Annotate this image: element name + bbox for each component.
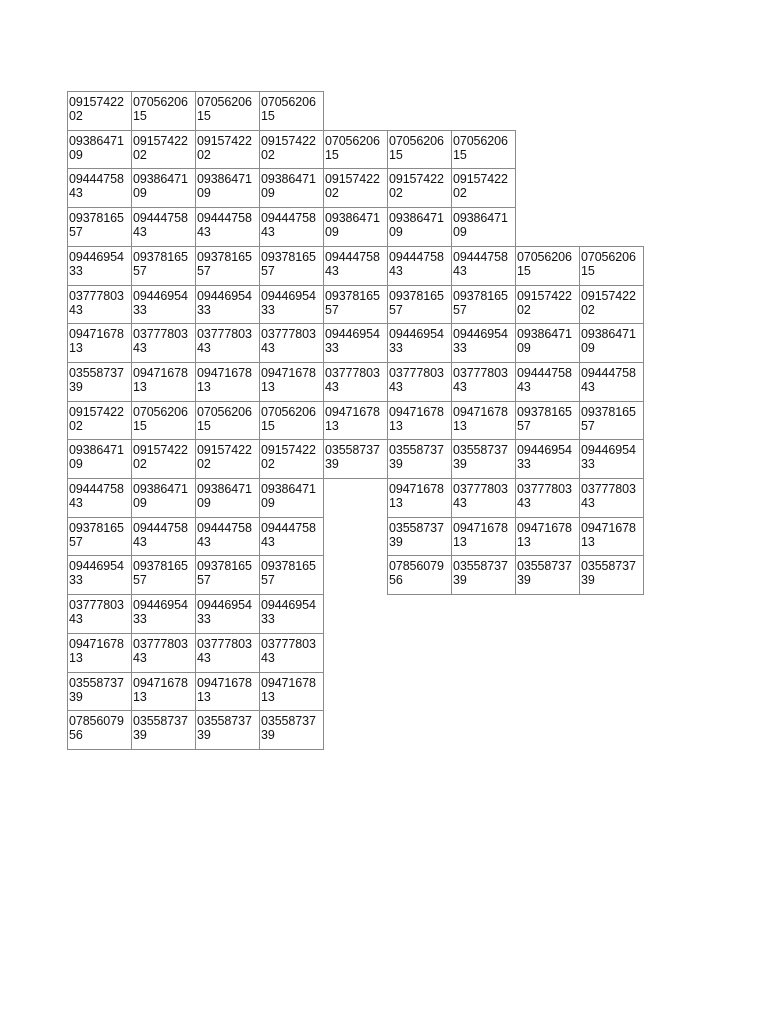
table-cell: 09446954 33: [131, 285, 196, 325]
table-cell: 07056206 15: [195, 91, 260, 131]
table-cell: 07056206 15: [387, 130, 452, 170]
table-cell: 09157422 02: [259, 439, 324, 479]
table-cell: 09444758 43: [131, 517, 196, 557]
table-cell: 09446954 33: [451, 323, 516, 363]
table-cell: 09446954 33: [323, 323, 388, 363]
table-cell: 03777803 43: [387, 362, 452, 402]
table-cell: 09446954 33: [67, 246, 132, 286]
table-cell: 09157422 02: [67, 91, 132, 131]
table-cell: 03558737 39: [259, 710, 324, 750]
table-cell: 07056206 15: [259, 401, 324, 441]
table-cell: 09446954 33: [67, 555, 132, 595]
table-cell: 09471678 13: [259, 672, 324, 712]
table-cell: 03558737 39: [131, 710, 196, 750]
table-cell: 09386471 09: [515, 323, 580, 363]
table-cell: 09444758 43: [451, 246, 516, 286]
table-cell: 03558737 39: [67, 362, 132, 402]
table-cell: 09444758 43: [131, 207, 196, 247]
table-cell: 07056206 15: [131, 401, 196, 441]
table-cell: 09471678 13: [131, 362, 196, 402]
table-cell: 03777803 43: [131, 633, 196, 673]
table-cell: 09157422 02: [451, 168, 516, 208]
table-cell: 09446954 33: [259, 285, 324, 325]
table-cell: 09386471 09: [67, 439, 132, 479]
table-cell: 09471678 13: [387, 478, 452, 518]
table-cell: 07056206 15: [195, 401, 260, 441]
table-cell: 09157422 02: [387, 168, 452, 208]
table-cell: 09471678 13: [195, 672, 260, 712]
table-cell: 09444758 43: [259, 517, 324, 557]
table-cell: 09386471 09: [131, 168, 196, 208]
table-cell: 09378165 57: [195, 555, 260, 595]
table-cell: 09471678 13: [451, 401, 516, 441]
table-cell: 09378165 57: [195, 246, 260, 286]
table-cell: 03777803 43: [451, 478, 516, 518]
table-cell: 03558737 39: [579, 555, 644, 595]
table-cell: 09446954 33: [515, 439, 580, 479]
table-cell: 09157422 02: [579, 285, 644, 325]
table-cell: 09446954 33: [131, 594, 196, 634]
table-cell: 07856079 56: [387, 555, 452, 595]
table-cell: 09157422 02: [259, 130, 324, 170]
table-cell: 03558737 39: [67, 672, 132, 712]
table-cell: 09471678 13: [195, 362, 260, 402]
table-cell: 09386471 09: [323, 207, 388, 247]
table-cell: 09444758 43: [195, 207, 260, 247]
table-cell: 07056206 15: [515, 246, 580, 286]
table-cell: 09378165 57: [131, 246, 196, 286]
table-cell: 09446954 33: [195, 594, 260, 634]
table-cell: 09386471 09: [259, 168, 324, 208]
table-cell: 09157422 02: [131, 130, 196, 170]
table-cell: 09444758 43: [515, 362, 580, 402]
table-cell: 09157422 02: [67, 401, 132, 441]
table-cell: 09446954 33: [195, 285, 260, 325]
table-cell: 03777803 43: [259, 323, 324, 363]
table-cell: 09471678 13: [259, 362, 324, 402]
table-cell: 03777803 43: [131, 323, 196, 363]
table-cell: 03777803 43: [67, 594, 132, 634]
table-cell: 09378165 57: [515, 401, 580, 441]
table-cell: 09157422 02: [323, 168, 388, 208]
table-cell: 09386471 09: [195, 478, 260, 518]
table-cell: 03558737 39: [387, 439, 452, 479]
table-cell: 09471678 13: [515, 517, 580, 557]
table-cell: 07056206 15: [259, 91, 324, 131]
table-cell: 09471678 13: [579, 517, 644, 557]
table-cell: 09378165 57: [579, 401, 644, 441]
table-cell: 09386471 09: [67, 130, 132, 170]
table-cell: 09378165 57: [259, 555, 324, 595]
table-cell: 03558737 39: [451, 555, 516, 595]
table-cell: 09157422 02: [131, 439, 196, 479]
table-cell: 09378165 57: [67, 517, 132, 557]
table-cell: 09378165 57: [259, 246, 324, 286]
table-cell: 03558737 39: [515, 555, 580, 595]
table-cell: 09471678 13: [323, 401, 388, 441]
table-cell: 09386471 09: [451, 207, 516, 247]
table-cell: 07856079 56: [67, 710, 132, 750]
table-cell: 09386471 09: [579, 323, 644, 363]
table-cell: 09378165 57: [131, 555, 196, 595]
table-cell: 09471678 13: [451, 517, 516, 557]
table-cell: 09446954 33: [259, 594, 324, 634]
table-cell: 09386471 09: [259, 478, 324, 518]
table-cell: 03777803 43: [67, 285, 132, 325]
table-cell: 03777803 43: [451, 362, 516, 402]
table-cell: 09471678 13: [131, 672, 196, 712]
table-cell: 09446954 33: [579, 439, 644, 479]
table-cell: 03777803 43: [259, 633, 324, 673]
table-cell: 09471678 13: [67, 633, 132, 673]
table-cell: 07056206 15: [451, 130, 516, 170]
table-cell: 09378165 57: [67, 207, 132, 247]
table-cell: 03558737 39: [323, 439, 388, 479]
table-cell: 07056206 15: [323, 130, 388, 170]
table-cell: 09386471 09: [131, 478, 196, 518]
table-cell: 07056206 15: [131, 91, 196, 131]
table-cell: 09471678 13: [67, 323, 132, 363]
table-cell: 09386471 09: [195, 168, 260, 208]
table-cell: 03777803 43: [195, 323, 260, 363]
table-cell: 09157422 02: [195, 439, 260, 479]
table-cell: 09378165 57: [387, 285, 452, 325]
table-cell: 03558737 39: [451, 439, 516, 479]
table-cell: 09444758 43: [323, 246, 388, 286]
table-cell: 09378165 57: [323, 285, 388, 325]
table-cell: 09444758 43: [67, 478, 132, 518]
table-cell: 09444758 43: [579, 362, 644, 402]
table-cell: 03558737 39: [387, 517, 452, 557]
table-cell: 03558737 39: [195, 710, 260, 750]
table-cell: 03777803 43: [579, 478, 644, 518]
table-cell: 09157422 02: [515, 285, 580, 325]
table-cell: 09444758 43: [195, 517, 260, 557]
table-cell: 09444758 43: [67, 168, 132, 208]
table-cell: 03777803 43: [195, 633, 260, 673]
table-cell: 09444758 43: [259, 207, 324, 247]
table-cell: 03777803 43: [515, 478, 580, 518]
table-cell: 09378165 57: [451, 285, 516, 325]
table-cell: 09471678 13: [387, 401, 452, 441]
table-cell: 09157422 02: [195, 130, 260, 170]
table-cell: 07056206 15: [579, 246, 644, 286]
table-cell: 03777803 43: [323, 362, 388, 402]
table-cell: 09386471 09: [387, 207, 452, 247]
table-cell: 09444758 43: [387, 246, 452, 286]
table-cell: 09446954 33: [387, 323, 452, 363]
